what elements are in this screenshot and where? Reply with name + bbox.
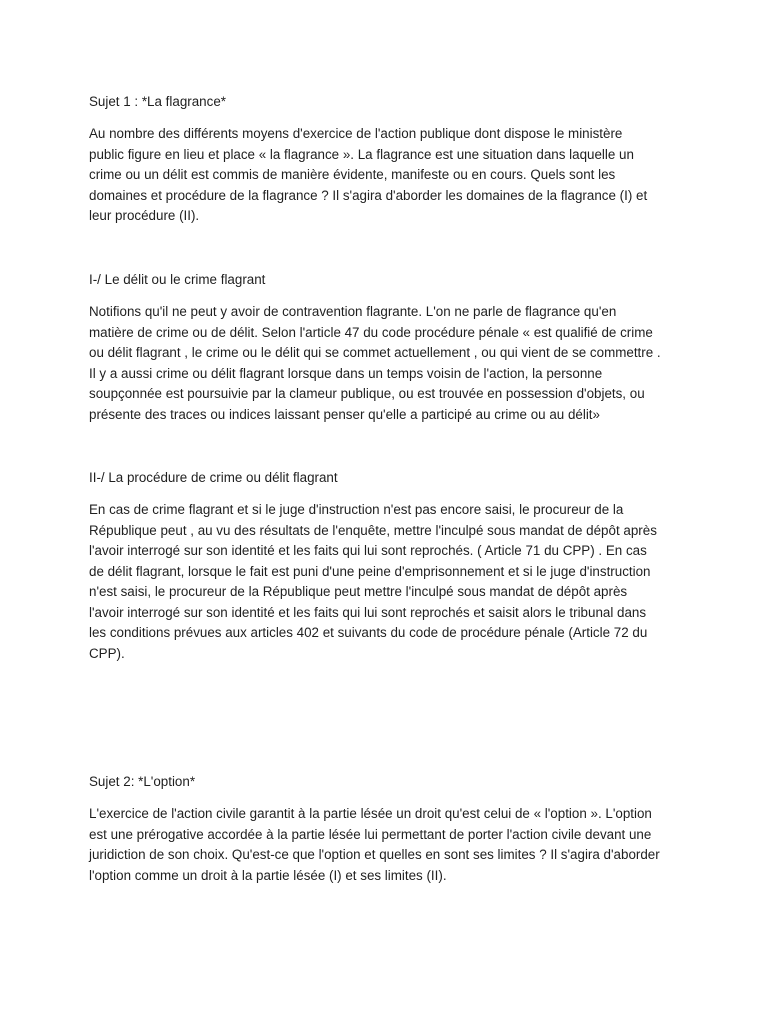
subject2-title: Sujet 2: *L'option* xyxy=(89,774,196,789)
subject1-section1-heading: I-/ Le délit ou le crime flagrant xyxy=(89,272,266,287)
subject2-intro-paragraph: L'exercice de l'action civile garantit à la partie lésée un droit qu'est celui de « l'option ». L'option est une prérogative accordée à la partie lésée lui permettant de porter l'action civile devant une juridiction de son choix. Qu'est-ce que l'option et quelles en sont ses limites ? Il s'agira d'aborder l'option comme un droit à la partie lésée (I) et ses limites (II). xyxy=(89,806,660,883)
subject1-intro-paragraph: Au nombre des différents moyens d'exercice de l'action publique dont dispose le ministère public figure en lieu et place « la flagrance ». La flagrance est une situation dans laquelle un crime ou un délit est commis de manière évidente, manifeste ou en cours. Quels sont les domaines et procédure de la flagrance ? Il s'agira d'aborder les domaines de la flagrance (I) et leur procédure (II). xyxy=(89,126,648,223)
subject1-section2-heading: II-/ La procédure de crime ou délit flagrant xyxy=(89,470,338,485)
subject1-section2-paragraph: En cas de crime flagrant et si le juge d'instruction n'est pas encore saisi, le procureur de la République peut , au vu des résultats de l'enquête, mettre l'inculpé sous mandat de dépôt après l'avoir interrogé sur son identité et les faits qui lui sont reprochés. ( Article 71 du CPP) . En cas de délit flagrant, lorsque le fait est puni d'une peine d'emprisonnement et si le juge d'instruction n'est saisi, le procureur de la République peut mettre l'inculpé sous mandat de dépôt après l'avoir interrogé sur son identité et les faits qui lui sont reprochés et saisit alors le tribunal dans les conditions prévues aux articles 402 et suivants du code de procédure pénale (Article 72 du CPP). xyxy=(89,502,657,661)
subject1-title: Sujet 1 : *La flagrance* xyxy=(89,94,226,109)
subject1-section1-paragraph: Notifions qu'il ne peut y avoir de contravention flagrante. L'on ne parle de flagrance qu'en matière de crime ou de délit. Selon l'article 47 du code procédure pénale « est qualifié de crime ou délit flagrant , le crime ou le délit qui se commet actuellement , ou qui vient de se commettre . Il y a aussi crime ou délit flagrant lorsque dans un temps voisin de l'action, la personne soupçonnée est poursuivie par la clameur publique, ou est trouvée en possession d'objets, ou présente des traces ou indices laissant penser qu'elle a participé au crime ou au délit» xyxy=(89,304,661,422)
